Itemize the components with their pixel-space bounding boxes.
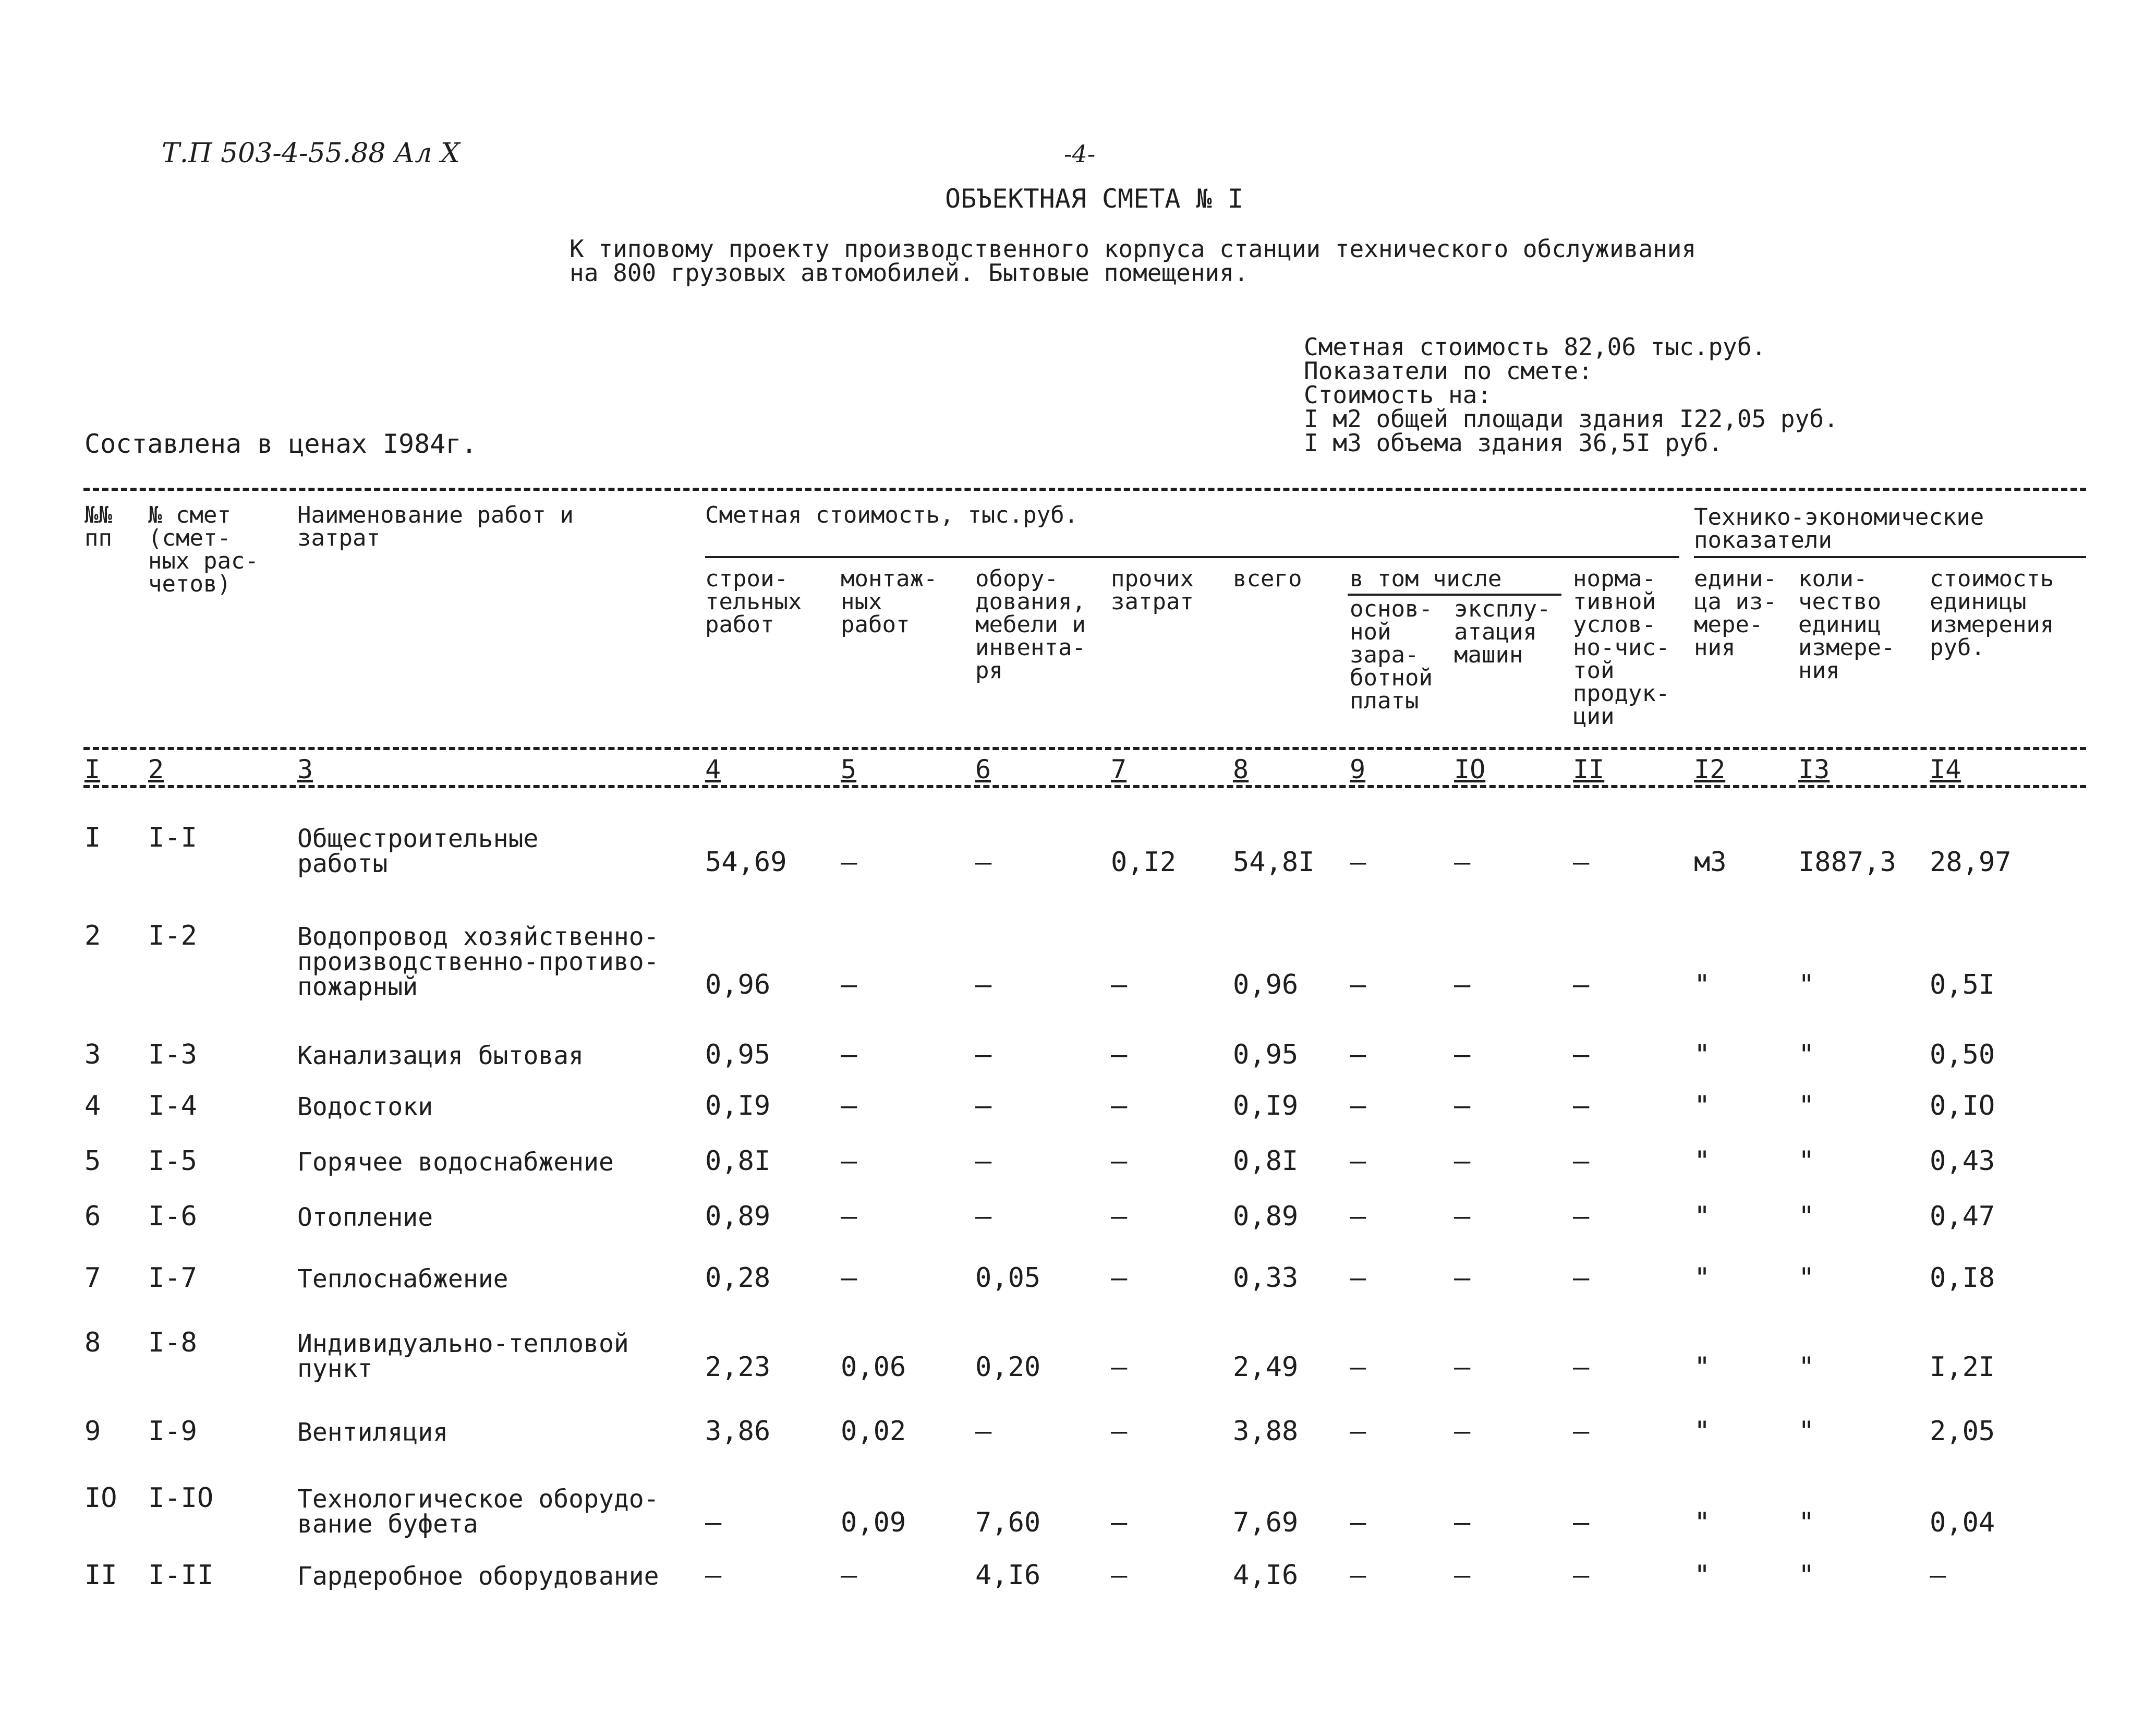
cell-col-7: – xyxy=(1111,1262,1128,1294)
cell-col-14: 0,I8 xyxy=(1930,1262,1995,1294)
estimate-number: I-2 xyxy=(148,920,197,951)
column-number: II xyxy=(1573,754,1605,785)
work-name-line: пожарный xyxy=(297,972,418,1002)
cell-col-6: 0,05 xyxy=(975,1262,1041,1294)
column-number: I xyxy=(84,754,101,785)
cell-col-8: 0,8I xyxy=(1233,1145,1299,1177)
cell-col-10: – xyxy=(1454,1507,1471,1538)
work-name xyxy=(297,1205,433,1230)
row-number: II xyxy=(84,1560,117,1591)
cell-col-12: " xyxy=(1694,1039,1711,1070)
cell-col-11: – xyxy=(1573,1262,1590,1294)
cell-col-8: 7,69 xyxy=(1233,1507,1299,1538)
work-name-line: Водопровод хозяйственно- xyxy=(297,922,659,951)
row-number: 7 xyxy=(84,1262,101,1294)
column-number: 2 xyxy=(148,754,164,785)
cell-col-11: – xyxy=(1573,1560,1590,1591)
cell-col-14: 28,97 xyxy=(1930,847,2012,878)
cell-col-13: " xyxy=(1798,1039,1815,1070)
document-subtitle-line-1: К типовому проекту производственного корпуса станции технического обслуживания xyxy=(570,235,1697,263)
column-number: 4 xyxy=(705,754,721,785)
cell-col-11: – xyxy=(1573,1507,1590,1538)
cell-col-10: – xyxy=(1454,1201,1471,1232)
cell-col-10: – xyxy=(1454,1039,1471,1070)
page-number: -4- xyxy=(1064,140,1096,168)
estimate-number: I-5 xyxy=(148,1145,197,1177)
cell-col-6: – xyxy=(975,1145,992,1177)
header-col-8: всего xyxy=(1233,565,1302,592)
work-name-line: Общестроительные xyxy=(297,824,539,853)
header-col-13: коли- чество единиц измере- ния xyxy=(1798,565,1895,684)
cell-col-11: – xyxy=(1573,1145,1590,1177)
header-cost-group: Сметная стоимость, тыс.руб. xyxy=(705,502,1079,528)
header-col-7: прочих затрат xyxy=(1111,565,1194,615)
cell-col-14: 2,05 xyxy=(1930,1416,1995,1447)
cell-col-5: 0,09 xyxy=(841,1507,906,1538)
column-number: 6 xyxy=(975,754,991,785)
cell-col-14: 0,50 xyxy=(1930,1039,1995,1070)
work-name-line: Теплоснабжение xyxy=(297,1264,508,1294)
column-number: I3 xyxy=(1798,754,1830,785)
header-name: Наименование работ и затрат xyxy=(297,502,574,551)
estimate-number: I-3 xyxy=(148,1039,197,1070)
header-col-10: эксплу- атация машин xyxy=(1454,596,1551,668)
cell-col-10: – xyxy=(1454,969,1471,1000)
cell-col-12: м3 xyxy=(1694,847,1727,878)
row-number: I xyxy=(84,822,101,853)
estimate-number: I-IO xyxy=(148,1482,214,1514)
cell-col-9: – xyxy=(1350,847,1366,878)
cell-col-13: " xyxy=(1798,1507,1815,1538)
header-col-9: основ- ной зара- ботной платы xyxy=(1350,596,1433,714)
summary-line: Сметная стоимость 82,06 тыс.руб. xyxy=(1304,333,1766,361)
cell-col-7: – xyxy=(1111,1560,1128,1591)
column-number: 3 xyxy=(297,754,313,785)
cell-col-10: – xyxy=(1454,1262,1471,1294)
cell-col-10: – xyxy=(1454,1560,1471,1591)
cell-col-12: " xyxy=(1694,1262,1711,1294)
cell-col-14: I,2I xyxy=(1930,1352,1995,1383)
work-name xyxy=(297,1094,433,1119)
cell-col-13: " xyxy=(1798,1262,1815,1294)
header-col-14: стоимость единицы измерения руб. xyxy=(1930,565,2054,661)
cell-col-5: – xyxy=(841,969,857,1000)
document-code: Т.П 503-4-55.88 Ал X xyxy=(162,138,460,169)
cell-col-8: 0,95 xyxy=(1233,1039,1299,1070)
cell-col-6: – xyxy=(975,969,992,1000)
estimate-number: I-9 xyxy=(148,1416,197,1447)
cell-col-10: – xyxy=(1454,1145,1471,1177)
cell-col-7: – xyxy=(1111,1416,1128,1447)
header-incl: в том числе xyxy=(1350,565,1502,592)
cell-col-13: " xyxy=(1798,1201,1815,1232)
cell-col-13: " xyxy=(1798,1145,1815,1177)
cell-col-12: " xyxy=(1694,1090,1711,1121)
work-name-line: производственно-противо- xyxy=(297,947,659,976)
cell-col-10: – xyxy=(1454,847,1471,878)
cell-col-5: 0,06 xyxy=(841,1352,906,1383)
summary-line: I м2 общей площади здания I22,05 руб. xyxy=(1304,405,1838,433)
work-name-line: Вентиляция xyxy=(297,1418,448,1447)
work-name xyxy=(297,1266,508,1292)
cell-col-8: 4,I6 xyxy=(1233,1560,1299,1591)
cell-col-11: – xyxy=(1573,1352,1590,1383)
cell-col-6: – xyxy=(975,1039,992,1070)
cell-col-6: – xyxy=(975,1090,992,1121)
cell-col-12: " xyxy=(1694,1507,1711,1538)
work-name xyxy=(297,922,659,1002)
cell-col-6: 4,I6 xyxy=(975,1560,1041,1591)
cell-col-4: 0,95 xyxy=(705,1039,771,1070)
summary-line: Показатели по смете: xyxy=(1304,357,1593,385)
cell-col-7: – xyxy=(1111,1507,1128,1538)
work-name-line: Горячее водоснабжение xyxy=(297,1148,614,1177)
cell-col-12: " xyxy=(1694,969,1711,1000)
column-number: I2 xyxy=(1694,754,1726,785)
header-col-11: норма- тивной услов- но-чис- той продук- ции xyxy=(1573,565,1670,730)
cell-col-7: – xyxy=(1111,1201,1128,1232)
cell-col-7: – xyxy=(1111,1039,1128,1070)
cell-col-9: – xyxy=(1350,1416,1366,1447)
cell-col-8: 0,89 xyxy=(1233,1201,1299,1232)
cell-col-11: – xyxy=(1573,1201,1590,1232)
header-col-4: строи- тельных работ xyxy=(705,565,802,638)
cell-col-4: 0,I9 xyxy=(705,1090,771,1121)
work-name-line: Индивидуально-тепловой xyxy=(297,1329,629,1358)
cell-col-9: – xyxy=(1350,1090,1366,1121)
cell-col-5: 0,02 xyxy=(841,1416,906,1447)
column-number-rule xyxy=(83,785,2086,788)
cell-col-5: – xyxy=(841,1262,857,1294)
work-name-line: Канализация бытовая xyxy=(297,1041,584,1070)
summary-line: I м3 объема здания 36,5I руб. xyxy=(1304,429,1723,457)
cell-col-5: – xyxy=(841,1145,857,1177)
cell-col-9: – xyxy=(1350,1507,1366,1538)
summary-line: Стоимость на: xyxy=(1304,381,1492,409)
estimate-number: I-6 xyxy=(148,1201,197,1232)
cell-col-7: – xyxy=(1111,1090,1128,1121)
cell-col-9: – xyxy=(1350,1262,1366,1294)
header-tech-group: Технико-экономические показатели xyxy=(1694,504,1984,553)
cell-col-5: – xyxy=(841,1201,857,1232)
cell-col-7: – xyxy=(1111,1352,1128,1383)
work-name xyxy=(297,1487,659,1537)
row-number: 8 xyxy=(84,1327,101,1358)
row-number: IO xyxy=(84,1482,117,1514)
document-subtitle-line-2: на 800 грузовых автомобилей. Бытовые помещения. xyxy=(570,259,1249,287)
cell-col-9: – xyxy=(1350,1039,1366,1070)
column-number: 8 xyxy=(1233,754,1249,785)
cell-col-10: – xyxy=(1454,1090,1471,1121)
cell-col-8: 54,8I xyxy=(1233,847,1315,878)
cell-col-7: – xyxy=(1111,969,1128,1000)
cell-col-4: 0,8I xyxy=(705,1145,771,1177)
table-top-rule xyxy=(83,488,2086,491)
cell-col-11: – xyxy=(1573,969,1590,1000)
cell-col-7: 0,I2 xyxy=(1111,847,1177,878)
column-number: IO xyxy=(1454,754,1486,785)
cell-col-4: 0,96 xyxy=(705,969,771,1000)
cell-col-6: 7,60 xyxy=(975,1507,1041,1538)
cell-col-4: – xyxy=(705,1507,722,1538)
cell-col-12: " xyxy=(1694,1201,1711,1232)
cell-col-5: – xyxy=(841,1090,857,1121)
estimate-number: I-II xyxy=(148,1560,214,1591)
cell-col-6: – xyxy=(975,1201,992,1232)
cell-col-9: – xyxy=(1350,1352,1366,1383)
cell-col-4: 2,23 xyxy=(705,1352,771,1383)
header-col-6: обору- дования, мебели и инвента- ря xyxy=(975,565,1086,684)
cell-col-4: – xyxy=(705,1560,722,1591)
cell-col-9: – xyxy=(1350,1145,1366,1177)
header-estimate-no: № смет (смет- ных рас- четов) xyxy=(148,502,259,597)
estimate-number: I-7 xyxy=(148,1262,197,1294)
cell-col-11: – xyxy=(1573,1090,1590,1121)
cell-col-13: " xyxy=(1798,969,1815,1000)
cell-col-9: – xyxy=(1350,1201,1366,1232)
cell-col-6: – xyxy=(975,1416,992,1447)
header-col-12: едини- ца из- мере- ния xyxy=(1694,565,1777,661)
row-number: 9 xyxy=(84,1416,101,1447)
cell-col-12: " xyxy=(1694,1560,1711,1591)
estimate-number: I-I xyxy=(148,822,197,853)
cell-col-14: 0,43 xyxy=(1930,1145,1995,1177)
work-name xyxy=(297,1331,629,1381)
work-name-line: Отопление xyxy=(297,1203,433,1232)
cell-col-8: 0,I9 xyxy=(1233,1090,1299,1121)
cell-col-14: 0,04 xyxy=(1930,1507,1995,1538)
cell-col-7: – xyxy=(1111,1145,1128,1177)
cell-col-4: 54,69 xyxy=(705,847,787,878)
cost-group-rule xyxy=(705,556,1679,558)
header-no: №№ пп xyxy=(84,502,112,551)
header-bottom-rule xyxy=(83,747,2086,750)
cell-col-14: – xyxy=(1930,1560,1946,1591)
prices-note: Составлена в ценах I984г. xyxy=(84,429,477,459)
cell-col-6: 0,20 xyxy=(975,1352,1041,1383)
estimate-number: I-8 xyxy=(148,1327,197,1358)
work-name xyxy=(297,1150,614,1175)
work-name-line: Водостоки xyxy=(297,1092,433,1121)
cell-col-4: 0,89 xyxy=(705,1201,771,1232)
cell-col-13: " xyxy=(1798,1090,1815,1121)
column-number: I4 xyxy=(1930,754,1961,785)
cell-col-13: I887,3 xyxy=(1798,847,1896,878)
work-name xyxy=(297,1420,448,1445)
cell-col-11: – xyxy=(1573,847,1590,878)
cell-col-8: 2,49 xyxy=(1233,1352,1299,1383)
work-name xyxy=(297,826,538,876)
row-number: 5 xyxy=(84,1145,101,1177)
cell-col-13: " xyxy=(1798,1352,1815,1383)
row-number: 6 xyxy=(84,1201,101,1232)
cell-col-5: – xyxy=(841,847,857,878)
cell-col-11: – xyxy=(1573,1039,1590,1070)
cell-col-5: – xyxy=(841,1560,857,1591)
cell-col-12: " xyxy=(1694,1416,1711,1447)
cell-col-8: 0,33 xyxy=(1233,1262,1299,1294)
cell-col-5: – xyxy=(841,1039,857,1070)
column-number: 5 xyxy=(841,754,857,785)
header-col-5: монтаж- ных работ xyxy=(841,565,938,638)
cell-col-8: 3,88 xyxy=(1233,1416,1299,1447)
cell-col-9: – xyxy=(1350,1560,1366,1591)
row-number: 4 xyxy=(84,1090,101,1121)
work-name-line: вание буфета xyxy=(297,1510,478,1539)
cell-col-4: 0,28 xyxy=(705,1262,771,1294)
work-name-line: пункт xyxy=(297,1354,373,1383)
cell-col-10: – xyxy=(1454,1416,1471,1447)
cell-col-6: – xyxy=(975,847,992,878)
row-number: 2 xyxy=(84,920,101,951)
tech-group-rule xyxy=(1694,556,2086,558)
estimate-number: I-4 xyxy=(148,1090,197,1121)
cell-col-11: – xyxy=(1573,1416,1590,1447)
cell-col-12: " xyxy=(1694,1352,1711,1383)
cell-col-9: – xyxy=(1350,969,1366,1000)
document-title: ОБЪЕКТНАЯ СМЕТА № I xyxy=(945,184,1243,214)
cell-col-8: 0,96 xyxy=(1233,969,1299,1000)
work-name-line: работы xyxy=(297,849,388,878)
work-name xyxy=(297,1043,584,1068)
cell-col-14: 0,5I xyxy=(1930,969,1995,1000)
cell-col-4: 3,86 xyxy=(705,1416,771,1447)
row-number: 3 xyxy=(84,1039,101,1070)
cell-col-13: " xyxy=(1798,1416,1815,1447)
work-name-line: Гардеробное оборудование xyxy=(297,1562,659,1591)
column-number: 9 xyxy=(1350,754,1366,785)
cell-col-14: 0,47 xyxy=(1930,1201,1995,1232)
work-name xyxy=(297,1564,659,1589)
cell-col-12: " xyxy=(1694,1145,1711,1177)
cell-col-13: " xyxy=(1798,1560,1815,1591)
work-name-line: Технологическое оборудо- xyxy=(297,1485,659,1514)
cell-col-14: 0,IO xyxy=(1930,1090,1995,1121)
cell-col-10: – xyxy=(1454,1352,1471,1383)
column-number: 7 xyxy=(1111,754,1127,785)
